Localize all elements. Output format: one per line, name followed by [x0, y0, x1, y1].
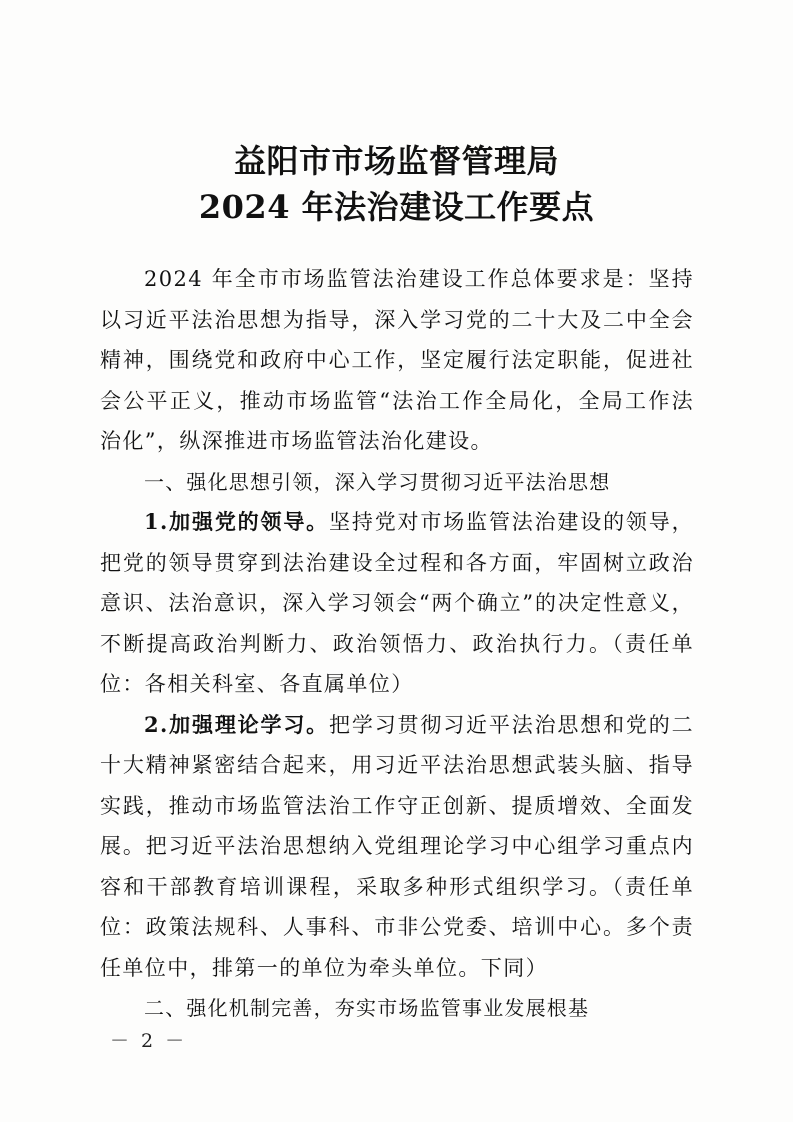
item-1-paragraph	[100, 502, 694, 705]
item-2-text: 把学习贯彻习近平法治思想和党的二十大精神紧密结合起来，用习近平法治思想武装头脑、指导实践，推动市场监管法治工作守正创新、提质增效、全面发展。把习近平法治思想纳入党组理论学习中心组学习重点内容和干部教育培训课程，采取多种形式组织学习。（责任单位：政策法规科、人事科、市非公党委、培训中心。多个责任单位中，排第一的单位为牵头单位。下同）	[100, 712, 694, 980]
item-1-text: 坚持党对市场监管法治建设的领导，把党的领导贯穿到法治建设全过程和各方面，牢固树立政治意识、法治意识，深入学习领会“两个确立”的决定性意义，不断提高政治判断力、政治领悟力、政治执行力。（责任单位：各相关科室、各直属单位）	[100, 510, 694, 696]
title-line-2: 2024 年法治建设工作要点	[198, 188, 595, 226]
document-body	[100, 259, 694, 1029]
item-2-title: 2.加强理论学习。	[144, 711, 330, 737]
item-1-title: 1.加强党的领导。	[144, 509, 330, 534]
intro-paragraph: 2024 年全市市场监管法治建设工作总体要求是：坚持以习近平法治思想为指导，深入学习党的二十大及二中全会精神，围绕党和政府中心工作，坚定履行法定职能，促进社会公平正义，推动市场监管“法治工作全局化，全局工作法治化”，纵深推进市场监管法治化建设。	[100, 267, 694, 453]
section-2-heading: 二、强化机制完善，夯实市场监管事业发展根基	[144, 996, 590, 1020]
section-1-heading: 一、强化思想引领，深入学习贯彻习近平法治思想	[144, 469, 611, 494]
title-line-1: 益阳市市场监督管理局	[233, 142, 559, 180]
item-2-paragraph	[100, 705, 694, 989]
document-title	[0, 138, 793, 230]
page-number: － 2 －	[110, 1030, 188, 1052]
